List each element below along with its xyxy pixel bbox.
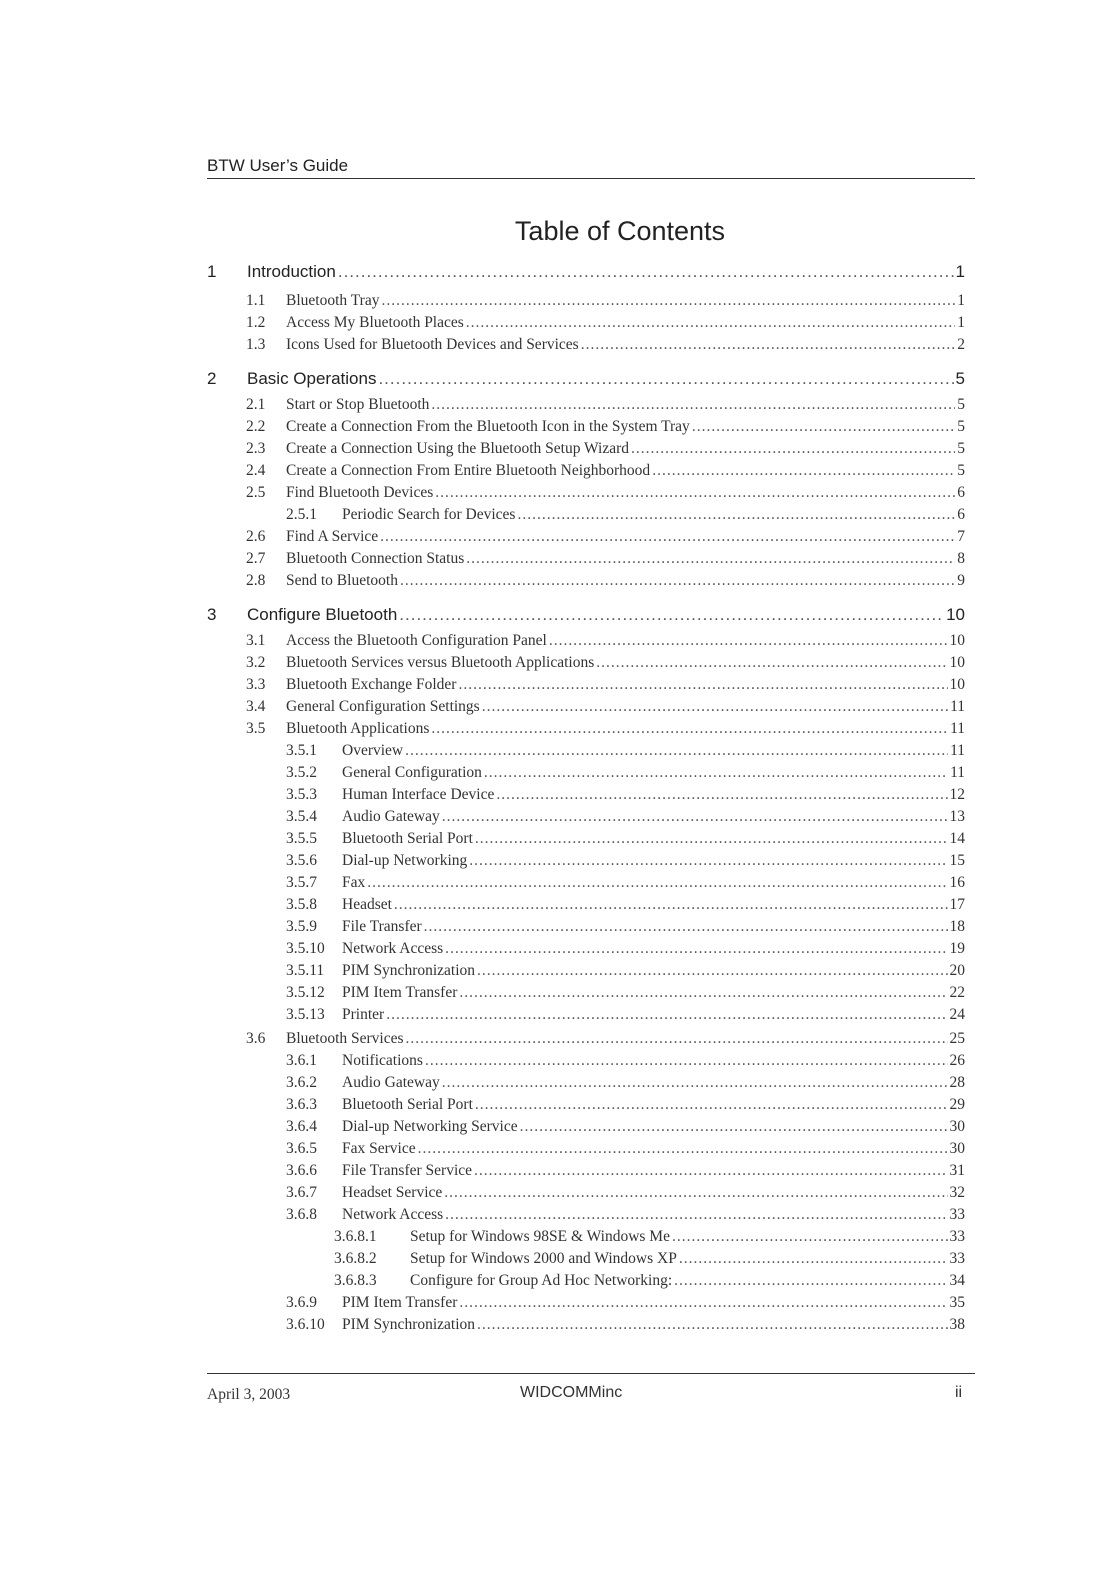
toc-entry-number: 3.6	[246, 1030, 266, 1047]
toc-entry-title: General Configuration	[342, 764, 482, 781]
toc-entry-title: Audio Gateway	[342, 1074, 440, 1091]
toc-entry-number: 2.3	[246, 440, 266, 457]
toc-entry-number: 3.5.2	[286, 764, 317, 781]
toc-entry-number: 3.5.12	[286, 984, 325, 1001]
toc-entry-title: Configure Bluetooth	[247, 605, 398, 624]
toc-entry-page: 18	[949, 918, 965, 935]
toc-entry-title: Start or Stop Bluetooth	[286, 396, 430, 413]
toc-entry-title: Fax Service	[342, 1140, 416, 1157]
toc-entry-page: 5	[957, 396, 965, 413]
dot-leader	[435, 484, 955, 502]
toc-entry-page: 32	[949, 1184, 965, 1201]
toc-entry-number: 3.5.3	[286, 786, 317, 803]
toc-entry-number: 3.6.9	[286, 1294, 317, 1311]
toc-entry-page: 31	[949, 1162, 965, 1179]
dot-leader	[386, 1006, 947, 1024]
toc-entry-number: 3.6.7	[286, 1184, 317, 1201]
toc-entry-title: Audio Gateway	[342, 808, 440, 825]
toc-entry-number: 3.6.8.3	[334, 1272, 377, 1289]
dot-leader	[431, 720, 948, 738]
toc-entry-number: 2.5.1	[286, 506, 317, 523]
toc-entry-number: 3.2	[246, 654, 266, 671]
toc-entry	[246, 1030, 965, 1048]
toc-entry	[334, 1250, 965, 1268]
footer-date: April 3, 2003	[207, 1386, 291, 1403]
toc-entry	[286, 1052, 965, 1070]
toc-entry-page: 5	[957, 440, 965, 457]
toc-entry-title: Create a Connection From the Bluetooth Icon in the System Tray	[286, 418, 690, 435]
dot-leader	[581, 336, 956, 354]
toc-entry	[286, 1162, 965, 1180]
toc-entry-title: PIM Item Transfer	[342, 1294, 458, 1311]
dot-leader	[442, 1074, 948, 1092]
dot-leader	[444, 1184, 947, 1202]
dot-leader	[477, 1316, 947, 1334]
toc-entry-page: 30	[949, 1140, 965, 1157]
toc-entry	[246, 572, 965, 590]
toc-entry	[286, 786, 965, 804]
dot-leader	[496, 786, 947, 804]
toc-entry-number: 3.5.13	[286, 1006, 325, 1023]
toc-entry	[246, 292, 965, 310]
toc-entry	[334, 1228, 965, 1246]
toc-entry-title: Setup for Windows 2000 and Windows XP	[410, 1250, 677, 1267]
toc-entry-title: Bluetooth Serial Port	[342, 830, 473, 847]
toc-entry-number: 2.8	[246, 572, 266, 589]
toc-entry-title: Find A Service	[286, 528, 379, 545]
dot-leader	[466, 550, 955, 568]
toc-entry-number: 3.5.8	[286, 896, 317, 913]
toc-entry	[246, 550, 965, 568]
dot-leader	[459, 984, 947, 1002]
toc-entry	[286, 918, 965, 936]
toc-entry	[286, 1140, 965, 1158]
toc-entry	[207, 605, 965, 625]
toc-entry	[246, 396, 965, 414]
toc-entry-title: Setup for Windows 98SE & Windows Me	[410, 1228, 670, 1245]
dot-leader	[466, 314, 955, 332]
toc-entry	[207, 369, 965, 389]
toc-entry	[246, 720, 965, 738]
toc-entry	[286, 808, 965, 826]
toc-entry-title: Basic Operations	[247, 369, 377, 388]
toc-entry-title: Periodic Search for Devices	[342, 506, 516, 523]
toc-entry-title: Introduction	[247, 262, 336, 281]
toc-entry-number: 3.5.4	[286, 808, 317, 825]
toc-entry	[286, 896, 965, 914]
toc-entry-page: 5	[955, 369, 965, 388]
dot-leader	[469, 852, 947, 870]
dot-leader	[445, 940, 947, 958]
header-title: BTW User’s Guide	[207, 156, 349, 175]
toc-entry-title: Bluetooth Tray	[286, 292, 380, 309]
toc-entry	[286, 506, 965, 524]
toc-entry-page: 10	[946, 605, 965, 624]
toc-entry	[286, 1006, 965, 1024]
toc-entry-title: Access My Bluetooth Places	[286, 314, 464, 331]
toc-entry	[246, 418, 965, 436]
toc-entry	[286, 1074, 965, 1092]
toc-entry-page: 30	[949, 1118, 965, 1135]
toc-entry-page: 11	[950, 742, 965, 759]
toc-entry	[246, 314, 965, 332]
dot-leader	[338, 262, 954, 282]
dot-leader	[458, 676, 947, 694]
toc-entry-number: 1	[207, 262, 217, 281]
dot-leader	[378, 369, 953, 389]
toc-entry-page: 7	[957, 528, 965, 545]
toc-entry-page: 29	[949, 1096, 965, 1113]
toc-entry	[286, 1118, 965, 1136]
toc-entry-page: 34	[949, 1272, 965, 1289]
toc-entry-title: Dial-up Networking Service	[342, 1118, 518, 1135]
dot-leader	[405, 742, 948, 760]
toc-entry-title: Find Bluetooth Devices	[286, 484, 434, 501]
toc-entry-page: 5	[957, 418, 965, 435]
toc-entry-page: 9	[957, 572, 965, 589]
toc-entry-number: 3.5.1	[286, 742, 317, 759]
toc-entry-title: Notifications	[342, 1052, 423, 1069]
toc-entry-title: Human Interface Device	[342, 786, 495, 803]
toc-entry	[207, 262, 965, 282]
dot-leader	[672, 1228, 948, 1246]
toc-entry-number: 3.6.1	[286, 1052, 317, 1069]
toc-entry-title: Network Access	[342, 940, 444, 957]
toc-entry-page: 16	[949, 874, 965, 891]
toc-entry-page: 33	[949, 1228, 965, 1245]
toc-entry-number: 2.6	[246, 528, 266, 545]
dot-leader	[445, 1206, 947, 1224]
dot-leader	[399, 605, 944, 625]
toc-entry-page: 11	[950, 720, 965, 737]
toc-entry	[246, 528, 965, 546]
toc-entry-number: 3.5.10	[286, 940, 325, 957]
dot-leader	[477, 962, 947, 980]
toc-entry-page: 22	[949, 984, 965, 1001]
dot-leader	[418, 1140, 948, 1158]
toc-entry-title: File Transfer Service	[342, 1162, 473, 1179]
toc-entry-title: Network Access	[342, 1206, 444, 1223]
toc-entry-page: 10	[949, 654, 965, 671]
toc-entry-page: 33	[949, 1206, 965, 1223]
dot-leader	[394, 896, 948, 914]
toc-entry-number: 3.5.9	[286, 918, 317, 935]
footer-page-number: ii	[955, 1384, 963, 1401]
toc-entry-number: 3.5.5	[286, 830, 317, 847]
toc-entry-page: 25	[949, 1030, 965, 1047]
toc-entry-page: 17	[949, 896, 965, 913]
toc-entry-number: 3.5.11	[286, 962, 325, 979]
toc-entry	[286, 984, 965, 1002]
toc-entry	[286, 962, 965, 980]
toc-entry-title: Create a Connection From Entire Bluetooth Neighborhood	[286, 462, 651, 479]
dot-leader	[631, 440, 955, 458]
toc-entry-title: Bluetooth Exchange Folder	[286, 676, 457, 693]
dot-leader	[475, 830, 948, 848]
toc-entry-page: 12	[949, 786, 965, 803]
toc-entry-number: 2.7	[246, 550, 266, 567]
toc-entry-page: 13	[949, 808, 965, 825]
dot-leader	[484, 764, 948, 782]
toc-entry	[286, 940, 965, 958]
toc-entry-number: 1.1	[246, 292, 266, 309]
dot-leader	[520, 1118, 948, 1136]
toc-entry-title: Headset	[342, 896, 392, 913]
toc-entry-title: Create a Connection Using the Bluetooth Setup Wizard	[286, 440, 630, 457]
footer-rule	[207, 1373, 975, 1374]
toc-entry	[246, 654, 965, 672]
toc-entry-number: 3.6.8.1	[334, 1228, 377, 1245]
dot-leader	[596, 654, 947, 672]
toc-entry-title: PIM Synchronization	[342, 962, 476, 979]
toc-entry-title: Bluetooth Services versus Bluetooth Applications	[286, 654, 595, 671]
toc-entry-page: 1	[957, 314, 965, 331]
toc-entry-number: 3.5.7	[286, 874, 317, 891]
toc-entry-number: 3.4	[246, 698, 266, 715]
dot-leader	[459, 1294, 947, 1312]
toc-entry	[286, 1206, 965, 1224]
toc-entry-title: Icons Used for Bluetooth Devices and Services	[286, 336, 579, 353]
toc-entry-page: 10	[949, 676, 965, 693]
toc-entry-page: 26	[949, 1052, 965, 1069]
dot-leader	[424, 918, 948, 936]
toc-entry-number: 3.5	[246, 720, 266, 737]
toc-entry-number: 3.5.6	[286, 852, 317, 869]
toc-entry-page: 6	[957, 506, 965, 523]
toc-entry-page: 5	[957, 462, 965, 479]
toc-entry-title: Dial-up Networking	[342, 852, 468, 869]
toc-entry	[286, 764, 965, 782]
toc-entry	[246, 440, 965, 458]
toc-entry-page: 19	[949, 940, 965, 957]
toc-entry-number: 2	[207, 369, 217, 388]
toc-entry-page: 1	[955, 262, 965, 281]
toc-entry	[286, 1096, 965, 1114]
toc-entry-page: 24	[949, 1006, 965, 1023]
footer-company: WIDCOMMinc	[520, 1384, 623, 1401]
toc-entry-number: 3.6.4	[286, 1118, 317, 1135]
toc-entry-number: 1.3	[246, 336, 266, 353]
toc-entry-page: 20	[949, 962, 965, 979]
toc-entry-title: Printer	[342, 1006, 385, 1023]
toc-entry-number: 2.2	[246, 418, 266, 435]
toc-entry	[246, 484, 965, 502]
toc-entry-page: 35	[949, 1294, 965, 1311]
toc-entry	[246, 632, 965, 650]
toc-entry-title: Fax	[342, 874, 366, 891]
toc-entry-number: 3.6.6	[286, 1162, 317, 1179]
dot-leader	[425, 1052, 948, 1070]
toc-entry-title: Bluetooth Applications	[286, 720, 430, 737]
toc-entry-number: 3	[207, 605, 217, 624]
toc-entry	[246, 462, 965, 480]
dot-leader	[692, 418, 955, 436]
toc-entry-page: 2	[957, 336, 965, 353]
dot-leader	[442, 808, 948, 826]
toc-entry-page: 15	[949, 852, 965, 869]
toc-entry-number: 3.6.5	[286, 1140, 317, 1157]
toc-entry-number: 2.4	[246, 462, 266, 479]
dot-leader	[482, 698, 948, 716]
toc-entry-number: 3.6.8	[286, 1206, 317, 1223]
toc-entry-number: 3.3	[246, 676, 266, 693]
toc-entry-number: 3.6.10	[286, 1316, 325, 1333]
toc-entry	[246, 336, 965, 354]
toc-entry-page: 11	[950, 698, 965, 715]
toc-entry	[286, 874, 965, 892]
toc-entry	[286, 1184, 965, 1202]
toc-entry-title: Bluetooth Services	[286, 1030, 404, 1047]
toc-entry-title: PIM Synchronization	[342, 1316, 476, 1333]
toc-entry-title: Send to Bluetooth	[286, 572, 398, 589]
toc-entry	[246, 676, 965, 694]
toc-entry-page: 28	[949, 1074, 965, 1091]
dot-leader	[474, 1162, 947, 1180]
toc-entry-page: 10	[949, 632, 965, 649]
toc-entry-page: 33	[949, 1250, 965, 1267]
dot-leader	[400, 572, 955, 590]
toc-entry	[246, 698, 965, 716]
dot-leader	[431, 396, 955, 414]
toc-entry-title: File Transfer	[342, 918, 422, 935]
toc-entry-title: Access the Bluetooth Configuration Panel	[286, 632, 547, 649]
toc-entry-number: 3.6.3	[286, 1096, 317, 1113]
toc-entry-number: 3.1	[246, 632, 266, 649]
toc-entry	[286, 1316, 965, 1334]
toc-entry-title: General Configuration Settings	[286, 698, 480, 715]
dot-leader	[517, 506, 955, 524]
toc-entry-number: 2.5	[246, 484, 266, 501]
dot-leader	[652, 462, 955, 480]
dot-leader	[679, 1250, 948, 1268]
toc-entry-title: Overview	[342, 742, 404, 759]
toc-entry	[334, 1272, 965, 1290]
toc-entry-title: Configure for Group Ad Hoc Networking:	[410, 1272, 673, 1289]
toc-title: Table of Contents	[514, 216, 726, 246]
dot-leader	[674, 1272, 947, 1290]
dot-leader	[380, 528, 955, 546]
toc-entry-page: 38	[949, 1316, 965, 1333]
toc-entry-number: 2.1	[246, 396, 266, 413]
toc-entry-title: Headset Service	[342, 1184, 443, 1201]
toc-entry-title: PIM Item Transfer	[342, 984, 458, 1001]
toc-entry-title: Bluetooth Serial Port	[342, 1096, 473, 1113]
toc-entry-page: 14	[949, 830, 965, 847]
dot-leader	[367, 874, 947, 892]
toc-entry	[286, 852, 965, 870]
toc-entry-page: 1	[957, 292, 965, 309]
toc-entry-number: 1.2	[246, 314, 266, 331]
dot-leader	[406, 1030, 948, 1048]
dot-leader	[475, 1096, 948, 1114]
toc-entry-page: 8	[957, 550, 965, 567]
toc-entry-page: 6	[957, 484, 965, 501]
toc-entry-page: 11	[950, 764, 965, 781]
toc-entry-title: Bluetooth Connection Status	[286, 550, 465, 567]
toc-entry	[286, 742, 965, 760]
toc-entry	[286, 1294, 965, 1312]
toc-entry-number: 3.6.8.2	[334, 1250, 377, 1267]
dot-leader	[381, 292, 955, 310]
dot-leader	[549, 632, 948, 650]
toc-entry-number: 3.6.2	[286, 1074, 317, 1091]
toc-entry	[286, 830, 965, 848]
